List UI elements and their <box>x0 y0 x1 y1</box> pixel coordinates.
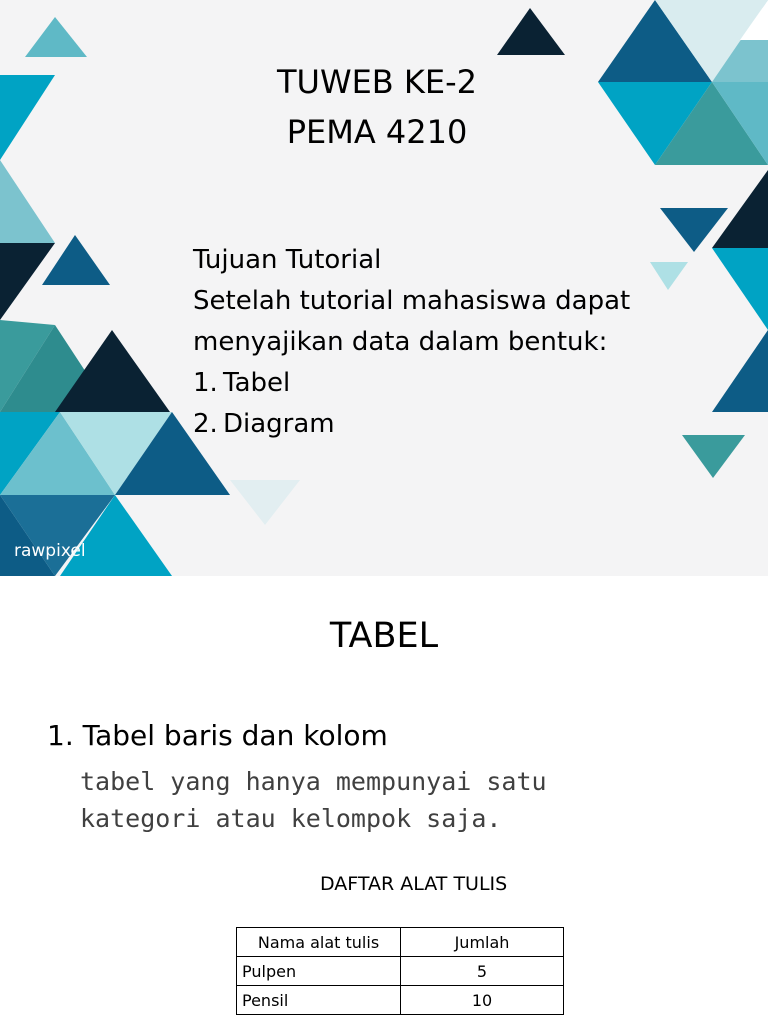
title-line-2: PEMA 4210 <box>286 113 468 151</box>
objective-item-number: 2. <box>193 409 218 439</box>
list-item-number: 1. <box>47 719 74 752</box>
objective-text-line-1: Setelah tutorial mahasiswa dapat <box>193 286 631 316</box>
description <box>80 763 700 837</box>
table-cell: 5 <box>401 957 564 986</box>
table-cell: 10 <box>401 986 564 1015</box>
objective-item <box>193 363 713 404</box>
objective-item <box>193 404 713 445</box>
list-item-label: Tabel baris dan kolom <box>82 719 388 752</box>
table-row <box>237 957 564 986</box>
watermark-logo: rawpixel <box>14 541 86 561</box>
table-cell: Pulpen <box>237 957 401 986</box>
table-header-row <box>237 928 564 957</box>
description-line-2: kategori atau kelompok saja. <box>80 804 502 833</box>
list-item <box>47 719 388 752</box>
objective-item-label: Diagram <box>223 409 335 439</box>
table-header-cell: Jumlah <box>401 928 564 957</box>
objective-heading: Tujuan Tutorial <box>193 245 382 275</box>
table-cell: Pensil <box>237 986 401 1015</box>
objective-item-number: 1. <box>193 368 218 398</box>
table-row <box>237 986 564 1015</box>
title-line-1: TUWEB KE-2 <box>276 63 478 101</box>
table-header-cell: Nama alat tulis <box>237 928 401 957</box>
table-caption: DAFTAR ALAT TULIS <box>320 873 508 895</box>
description-line-1: tabel yang hanya mempunyai satu <box>80 767 547 796</box>
tools-table <box>236 927 564 1015</box>
objective-text-line-2: menyajikan data dalam bentuk: <box>193 327 608 357</box>
slide-title-text: TABEL <box>329 616 439 656</box>
objective-item-label: Tabel <box>223 368 291 398</box>
objectives-block <box>193 240 713 445</box>
slide-tabel <box>0 576 768 1024</box>
